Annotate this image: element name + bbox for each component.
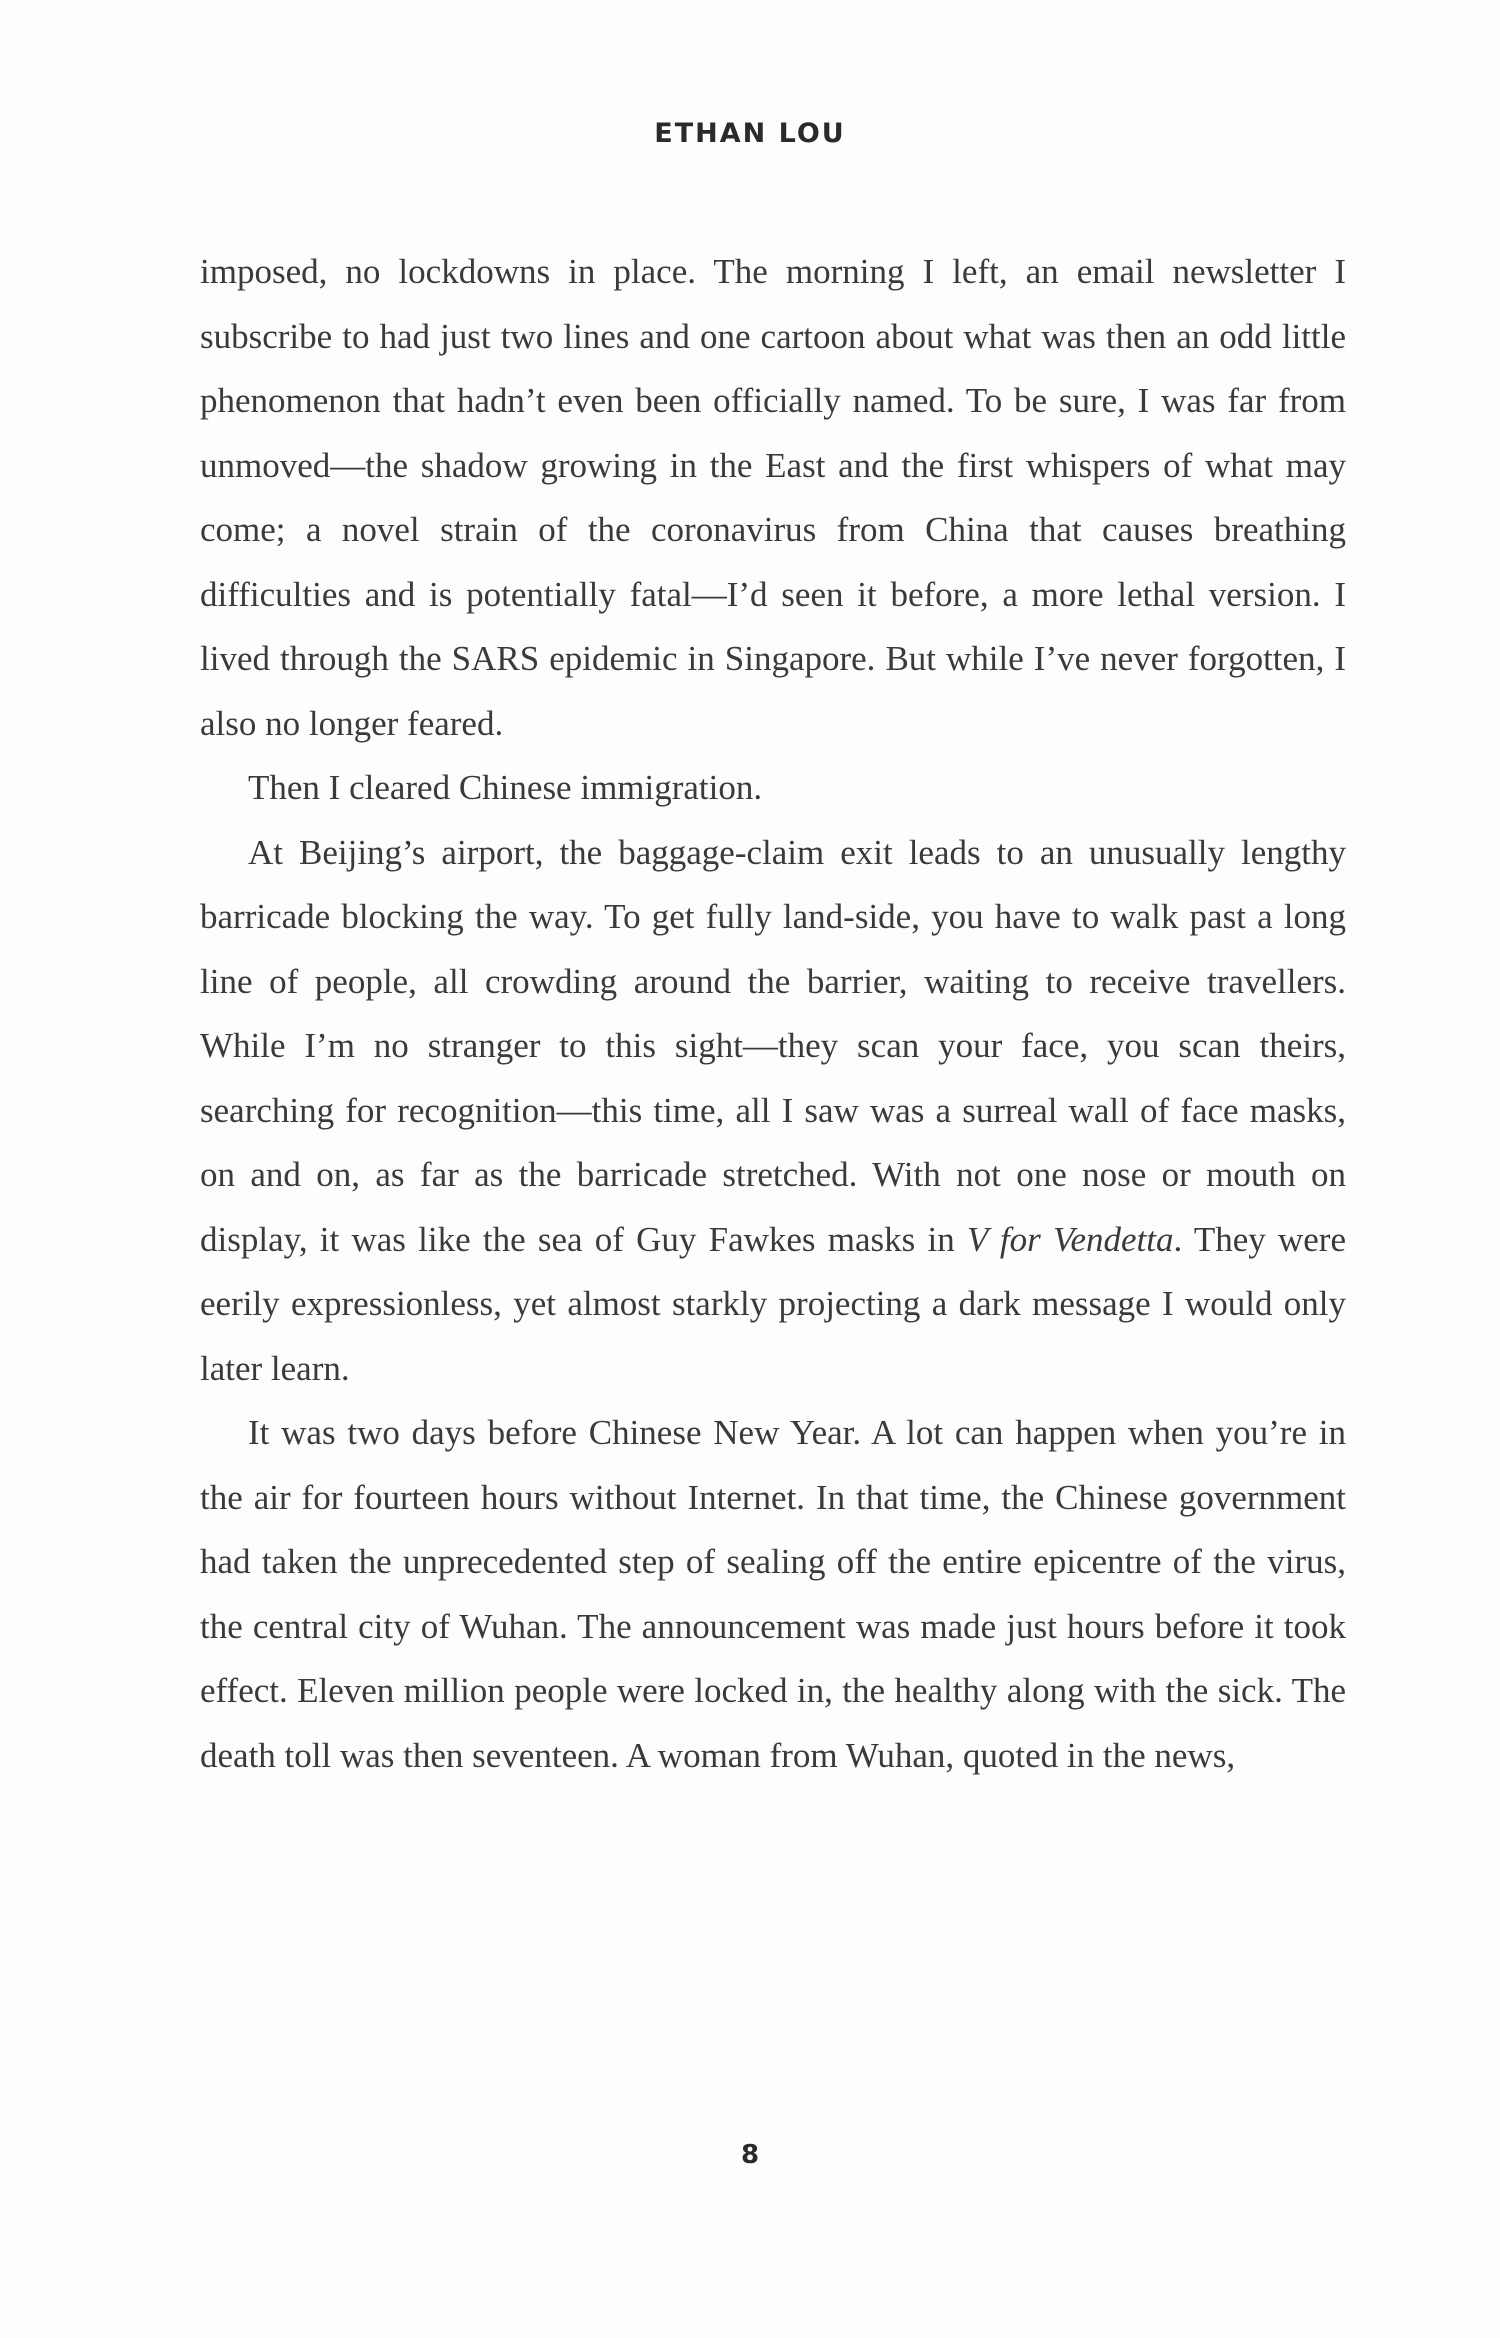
paragraph-3 bbox=[200, 821, 1346, 1402]
paragraph-1: imposed, no lockdowns in place. The morning I left, an email newsletter I subscribe to had just two lines and one cartoon about what was then an odd little phenomenon that hadn’t even been officially named. To be sure, I was far from unmoved—the shadow growing in the East and the first whispers of what may come; a novel strain of the coronavirus from China that causes breathing difficulties and is potentially fatal—I’d seen it before, a more lethal version. I lived through the SARS epidemic in Singapore. But while I’ve never forgotten, I also no longer feared. bbox=[200, 252, 1346, 743]
running-head: ETHAN LOU bbox=[654, 118, 846, 149]
page-number: 8 bbox=[740, 2140, 760, 2170]
paragraph-3-text-after-title: . They were eerily expressionless, yet almost starkly projecting a dark message I would only later learn. bbox=[200, 1219, 1346, 1388]
paragraph-2: Then I cleared Chinese immigration. bbox=[248, 768, 763, 807]
film-title: V for Vendetta bbox=[966, 1219, 1174, 1259]
body-text bbox=[200, 240, 1346, 1788]
paragraph-4: It was two days before Chinese New Year. A lot can happen when you’re in the air for fourteen hours without Internet. In that time, the Chinese government had taken the unprecedented step of sealing off the entire epicentre of the virus, the central city of Wuhan. The announcement was made just hours before it took effect. Eleven million people were locked in, the healthy along with the sick. The death toll was then seventeen. A woman from Wuhan, quoted in the news, bbox=[200, 1413, 1346, 1775]
paragraph-3-text-before-title: At Beijing’s airport, the baggage-claim exit leads to an unusually lengthy barricade blocking the way. To get fully land-side, you have to walk past a long line of people, all crowding around the barrier, waiting to receive travellers. While I’m no stranger to this sight—they scan your face, you scan theirs, searching for recognition—this time, all I saw was a surreal wall of face masks, on and on, as far as the barricade stretched. With not one nose or mouth on display, it was like the sea of Guy Fawkes masks in bbox=[200, 832, 1346, 1259]
